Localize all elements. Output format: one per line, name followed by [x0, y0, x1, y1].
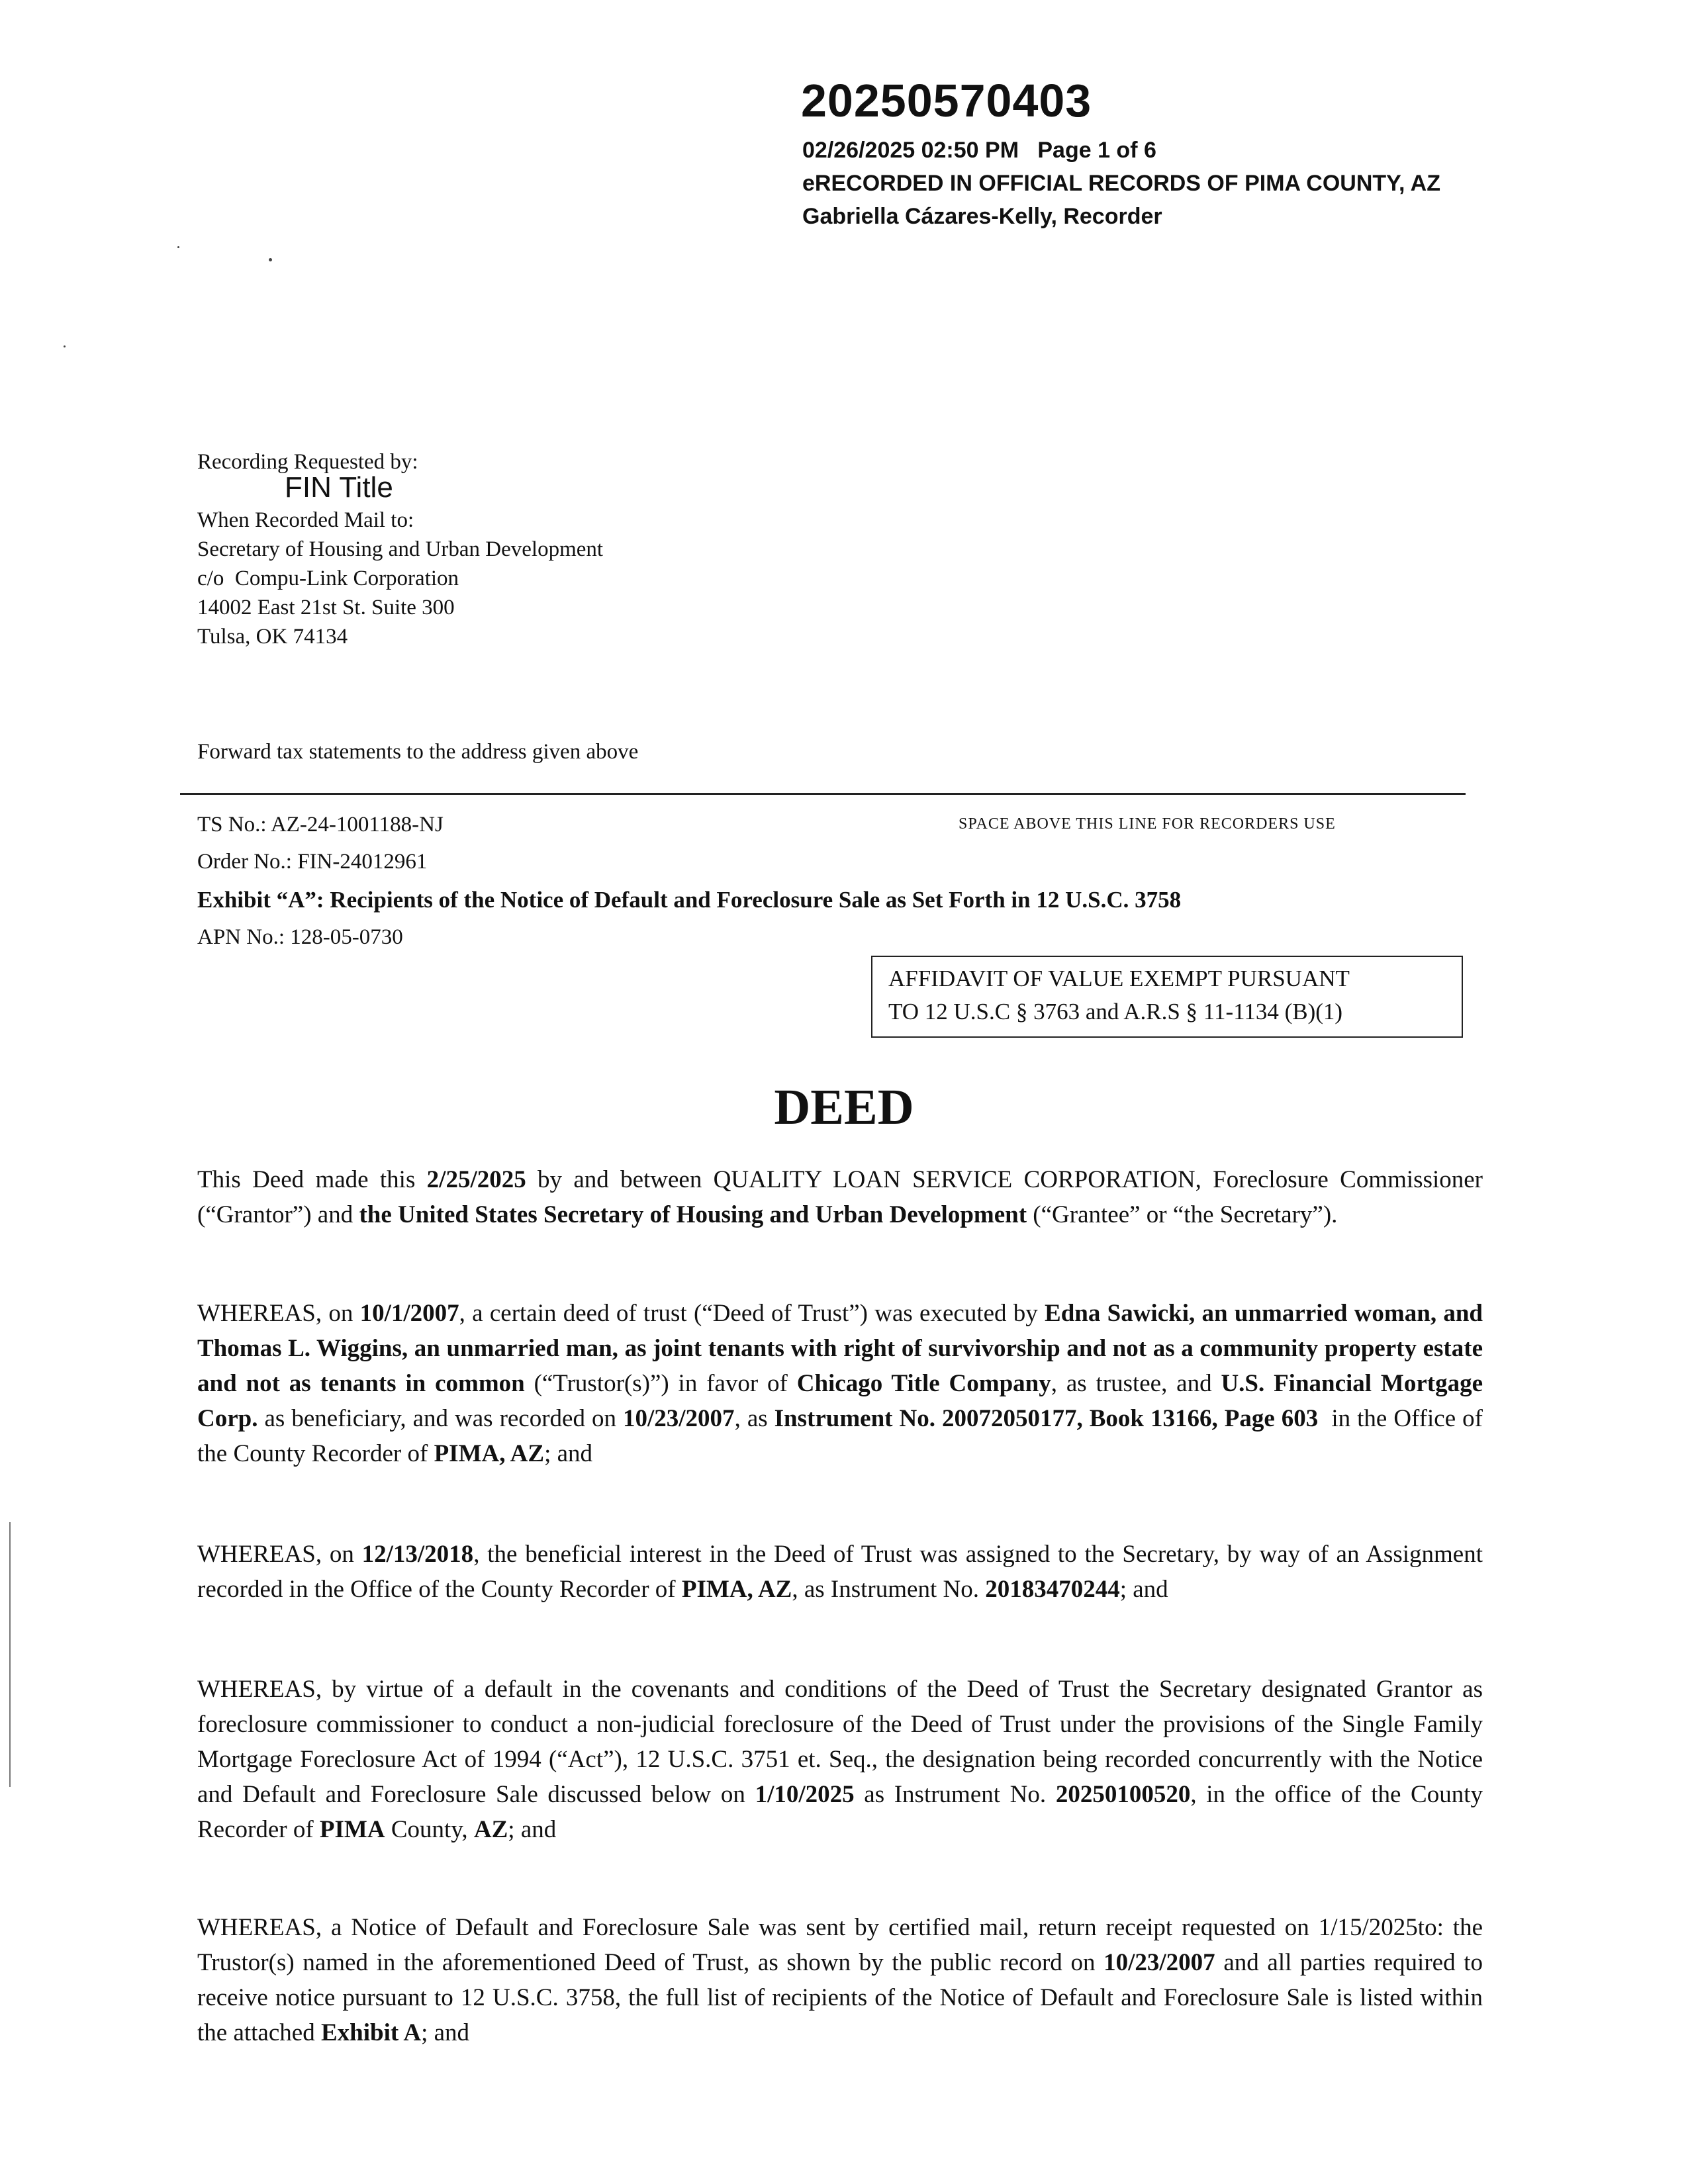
scan-margin-line	[9, 1522, 11, 1787]
assignment-date: 12/13/2018	[361, 1541, 474, 1568]
p5-text: WHEREAS, a Notice of Default and Foreclosure Sale was sent by certified mail, return receipt requested on 1/15/2025to: the Trustor(s) named in the aforementioned Deed of Trust, as shown by the public record on	[197, 1914, 1483, 1976]
p2-text: , as trustee, and	[1051, 1370, 1221, 1397]
whereas-default-paragraph	[197, 1672, 1483, 1847]
p4-text: as Instrument No.	[854, 1781, 1056, 1808]
county-name: PIMA, AZ	[434, 1440, 545, 1467]
mail-to-addressee: Secretary of Housing and Urban Development	[197, 537, 604, 561]
mail-to-label: When Recorded Mail to:	[197, 508, 414, 532]
state-name: AZ	[473, 1816, 508, 1843]
p4-text: WHEREAS, by virtue of a default in the covenants and conditions of the Deed of Trust the Secretary designated Grantor as foreclosure commissioner to conduct a non-judicial foreclosure of the Deed of Trust under the provisions of the Single Family Mortgage Foreclosure Act of 1994 (“Act”), 12 U.S.C. 3751 et. Seq., the designation being recorded concurrently with the Notice and Default and Foreclosure Sale discussed below on	[197, 1676, 1483, 1808]
recorder-divider	[180, 793, 1466, 795]
mail-to-street: 14002 East 21st St. Suite 300	[197, 596, 455, 619]
designation-date: 1/10/2025	[755, 1781, 855, 1808]
p3-text: ; and	[1119, 1576, 1168, 1603]
p3-text: , the beneficial interest in the Deed of Trust was assigned to the Secretary, by way of an Assignment recorded in the Office of the County Recorder of	[197, 1541, 1483, 1603]
recording-office: eRECORDED IN OFFICIAL RECORDS OF PIMA COUNTY, AZ	[802, 171, 1441, 196]
p2-text: WHEREAS, on	[197, 1300, 360, 1327]
p1-text: by and between QUALITY LOAN SERVICE CORPORATION, Foreclosure Commissioner (“Grantor”) and	[197, 1166, 1483, 1228]
grantee-name: the United States Secretary of Housing and Urban Development	[359, 1201, 1027, 1228]
p2-text: , a certain deed of trust (“Deed of Trust”) was executed by	[459, 1300, 1045, 1327]
p1-text: (“Grantee” or “the Secretary”).	[1027, 1201, 1338, 1228]
scan-speck	[269, 258, 272, 261]
trustor-names: Edna Sawicki, an unmarried woman, and Thomas L. Wiggins, an unmarried man, as joint tenants with right of survivorship and not as a community property estate and not as tenants in common	[197, 1300, 1483, 1397]
document-title: DEED	[774, 1079, 914, 1135]
trustee-name: Chicago Title Company	[796, 1370, 1051, 1397]
designation-instrument: 20250100520	[1055, 1781, 1191, 1808]
mail-to-care-of: c/o Compu-Link Corporation	[197, 567, 459, 590]
p5-text: ; and	[421, 2019, 470, 2046]
recorder-name: Gabriella Cázares-Kelly, Recorder	[802, 204, 1162, 229]
p4-text: ; and	[508, 1816, 557, 1843]
exhibit-reference: Exhibit A	[320, 2019, 422, 2046]
whereas-notice-paragraph	[197, 1910, 1483, 2050]
p2-text: ; and	[544, 1440, 593, 1467]
p4-text: , in the office of the County Recorder of	[197, 1781, 1483, 1843]
p4-text: County,	[385, 1816, 474, 1843]
beneficiary-name: U.S. Financial Mortgage Corp.	[197, 1370, 1483, 1432]
exhibit-a-heading: Exhibit “A”: Recipients of the Notice of Default and Foreclosure Sale as Set Forth in 12 U.S.C. 3758	[197, 887, 1182, 913]
deed-intro-paragraph	[197, 1162, 1483, 1232]
p3-text: WHEREAS, on	[197, 1541, 362, 1568]
whereas-deed-of-trust-paragraph	[197, 1296, 1489, 1471]
scan-speck	[64, 345, 66, 347]
requested-by-label: Recording Requested by:	[197, 450, 418, 474]
p2-text: in the Office of the County Recorder of	[197, 1405, 1489, 1467]
scan-speck	[177, 246, 179, 248]
p5-text: and all parties required to receive notice pursuant to 12 U.S.C. 3758, the full list of recipients of the Notice of Default and Foreclosure Sale is listed within the attached	[197, 1949, 1483, 2046]
county-name: PIMA, AZ	[681, 1576, 792, 1603]
tax-statement-note: Forward tax statements to the address given above	[197, 740, 639, 764]
document-number: 20250570403	[801, 75, 1092, 126]
affidavit-line-2: TO 12 U.S.C § 3763 and A.R.S § 11-1134 (B)(1)	[888, 999, 1343, 1024]
recorded-date: 10/23/2007	[623, 1405, 735, 1432]
deed-date: 2/25/2025	[426, 1166, 526, 1193]
assignment-instrument: 20183470244	[985, 1576, 1120, 1603]
mail-to-city: Tulsa, OK 74134	[197, 625, 348, 649]
ts-number: TS No.: AZ-24-1001188-NJ	[197, 813, 444, 837]
trust-deed-date: 10/1/2007	[359, 1300, 459, 1327]
affidavit-box	[871, 956, 1463, 1038]
affidavit-line-1: AFFIDAVIT OF VALUE EXEMPT PURSUANT	[888, 966, 1350, 991]
p2-text: (“Trustor(s)”) in favor of	[524, 1370, 797, 1397]
county-name: PIMA	[319, 1816, 385, 1843]
p2-text: , as	[734, 1405, 774, 1432]
apn-number: APN No.: 128-05-0730	[197, 925, 403, 949]
requested-by-company: FIN Title	[285, 471, 393, 504]
p2-text: as beneficiary, and was recorded on	[258, 1405, 623, 1432]
order-number: Order No.: FIN-24012961	[197, 850, 428, 874]
p3-text: , as Instrument No.	[792, 1576, 986, 1603]
public-record-date: 10/23/2007	[1103, 1949, 1215, 1976]
whereas-assignment-paragraph	[197, 1537, 1483, 1607]
p1-text: This Deed made this	[197, 1166, 427, 1193]
instrument-reference: Instrument No. 20072050177, Book 13166, Page 603	[774, 1405, 1319, 1432]
recorder-space-note: SPACE ABOVE THIS LINE FOR RECORDERS USE	[959, 815, 1336, 833]
recording-date-page: 02/26/2025 02:50 PM Page 1 of 6	[802, 138, 1156, 163]
